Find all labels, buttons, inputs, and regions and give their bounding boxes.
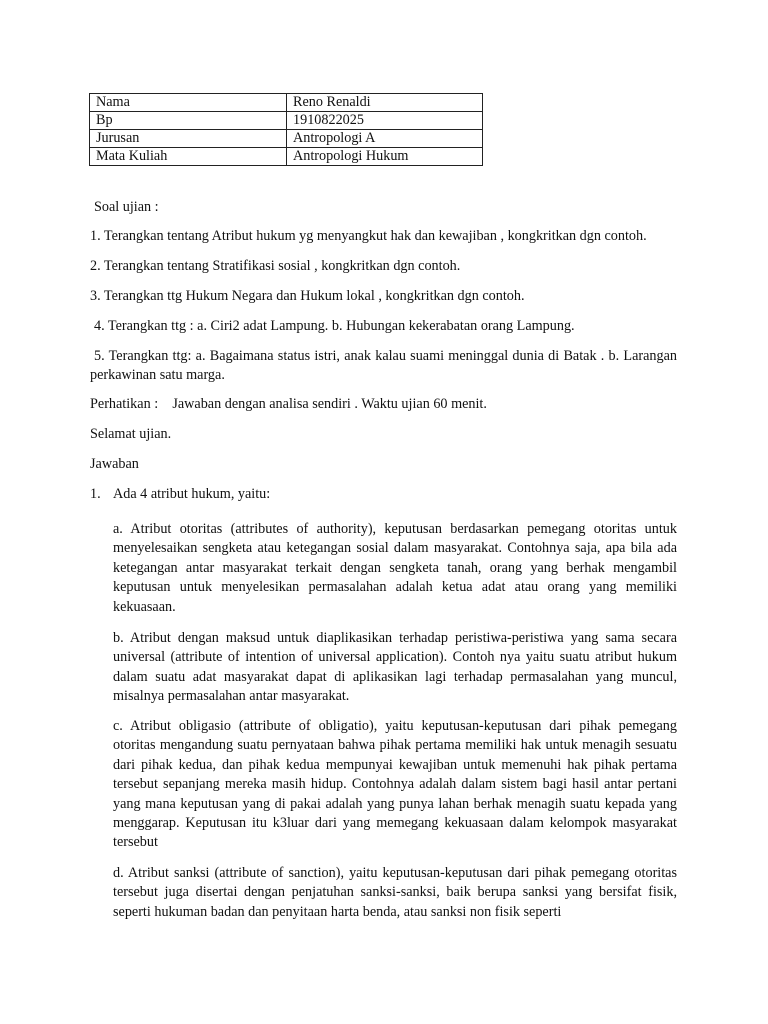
info-label: Jurusan bbox=[90, 130, 287, 148]
question-2: 2. Terangkan tentang Stratifikasi sosial , kongkritkan dgn contoh. bbox=[90, 258, 461, 274]
answer-item-text: c. Atribut obligasio (attribute of obligatio), yaitu keputusan-keputusan dari pihak pemegang otoritas mengandung suatu pernyataan bahwa pihak pertama memiliki hak untuk menagih sesuatu dari pihak kedua, dan pihak kedua mempunyai kewajiban untuk memenuhi hak pihak pertama tersebut sepanjang mereka masih hidup. Contohnya adalah dalam sistem bagi hasil antar pertani yang mana keputusan yang di pakai adalah yang punya lahan berhak menagih suatu kepada yang menggarap. Keputusan itu k3luar dari yang memegang kekuasaan dalam kelompok masyarakat tersebut bbox=[113, 718, 677, 851]
info-label: Nama bbox=[90, 94, 287, 112]
question-5: 5. Terangkan ttg: a. Bagaimana status istri, anak kalau suami meninggal dunia di Batak . b. Larangan perkawinan satu marga. bbox=[90, 348, 677, 383]
answer-item-text: a. Atribut otoritas (attributes of authority), keputusan berdasarkan pemegang otoritas untuk menyelesaikan sengketa atau ketegangan sosial dalam masyarakat. Contohnya saja, apa bila ada ketegangan antar masyarakat terkait dengan sengketa tanah, orang yang berhak mengambil keputusan untuk menyelesikan permasalahan adalah ketua adat atau orang yang memiliki kekuasaan. bbox=[113, 521, 677, 615]
info-value: Antropologi Hukum bbox=[287, 148, 483, 166]
student-info-table bbox=[89, 93, 483, 166]
info-value: Reno Renaldi bbox=[287, 94, 483, 112]
table-row bbox=[90, 94, 483, 112]
answer-item-a bbox=[113, 520, 677, 617]
table-row bbox=[90, 112, 483, 130]
closing-text: Selamat ujian. bbox=[90, 426, 172, 442]
table-row bbox=[90, 130, 483, 148]
answer-1-intro bbox=[90, 485, 677, 504]
table-row bbox=[90, 148, 483, 166]
answer-number: 1. bbox=[90, 486, 101, 502]
answer-item-d bbox=[113, 864, 677, 922]
question-1: 1. Terangkan tentang Atribut hukum yg menyangkut hak dan kewajiban , kongkritkan dgn contoh. bbox=[90, 228, 647, 244]
info-value: Antropologi A bbox=[287, 130, 483, 148]
answer-item-b bbox=[113, 629, 677, 707]
answer-item-text: b. Atribut dengan maksud untuk diaplikasikan terhadap peristiwa-peristiwa yang sama secara universal (attribute of intention of universal application). Contoh nya yaitu suatu atribut hukum dalam suatu adat masyarakat dapat di aplikasikan lagi terhadap permasalahan yang muncul, misalnya permasalahan antar masyarakat. bbox=[113, 630, 677, 705]
perhatikan-note: Perhatikan : Jawaban dengan analisa sendiri . Waktu ujian 60 menit. bbox=[90, 396, 487, 412]
info-value: 1910822025 bbox=[287, 112, 483, 130]
info-label: Bp bbox=[90, 112, 287, 130]
soal-heading: Soal ujian : bbox=[94, 199, 159, 215]
answer-item-c bbox=[113, 717, 677, 853]
question-4: 4. Terangkan ttg : a. Ciri2 adat Lampung. b. Hubungan kekerabatan orang Lampung. bbox=[94, 318, 575, 334]
answer-item-text: d. Atribut sanksi (attribute of sanction), yaitu keputusan-keputusan dari pihak pemegang otoritas tersebut juga disertai dengan penjatuhan sanksi-sanksi, baik berupa sanksi yang bersifat fisik, seperti hukuman badan dan penyitaan harta benda, atau sanksi non fisik seperti bbox=[113, 865, 677, 920]
info-label: Mata Kuliah bbox=[90, 148, 287, 166]
jawaban-heading: Jawaban bbox=[90, 456, 139, 472]
question-3: 3. Terangkan ttg Hukum Negara dan Hukum lokal , kongkritkan dgn contoh. bbox=[90, 288, 525, 304]
answer-intro-text: Ada 4 atribut hukum, yaitu: bbox=[113, 486, 271, 502]
